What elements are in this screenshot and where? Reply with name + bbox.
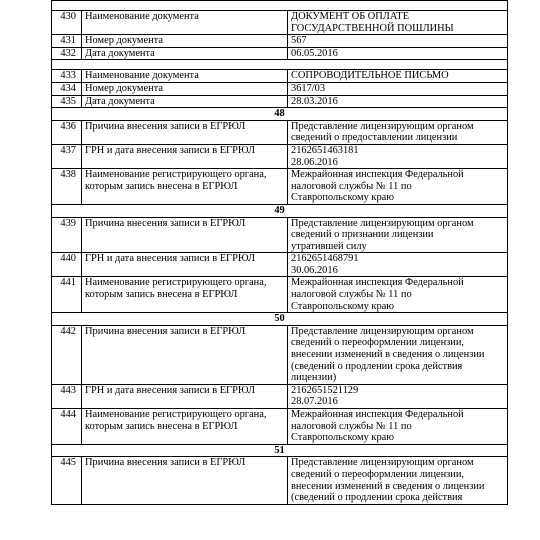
field-value-line: Представление лицензирующим органом: [291, 120, 474, 132]
field-value: [288, 384, 508, 408]
field-value: [288, 277, 508, 313]
field-value-line: Ставропольскому краю: [291, 432, 395, 444]
field-value: [288, 253, 508, 277]
field-value-line: Межрайонная инспекция Федеральной: [291, 409, 464, 420]
blank-cell: [52, 60, 508, 70]
field-value-line: лицензии): [291, 372, 337, 384]
field-value: [288, 120, 508, 144]
field-value-line: сведений о переоформлении лицензии,: [291, 468, 464, 480]
field-value: [288, 70, 508, 83]
row-number: 441: [52, 277, 82, 313]
field-value: [288, 47, 508, 60]
row-number: 439: [52, 217, 82, 253]
row-number: 431: [52, 35, 82, 48]
field-value-line: 2162651463181: [291, 144, 359, 156]
field-value-line: Межрайонная инспекция Федеральной: [291, 277, 464, 289]
table-row: [52, 82, 508, 95]
record-group-heading-row: [52, 204, 508, 217]
record-group-number: 51: [52, 444, 508, 457]
table-row: [52, 217, 508, 253]
field-value-line: 30.06.2016: [291, 264, 338, 276]
field-label: Номер документа: [82, 82, 288, 95]
field-value-line: сведений о предоставлении лицензии: [291, 132, 458, 144]
row-number: 433: [52, 70, 82, 83]
row-number: 445: [52, 457, 82, 504]
field-value: [288, 35, 508, 48]
field-value-line: Межрайонная инспекция Федеральной: [291, 169, 464, 181]
field-value: [288, 169, 508, 205]
blank-cell: [52, 1, 508, 11]
table-row: [52, 325, 508, 384]
field-label: ГРН и дата внесения записи в ЕГРЮЛ: [82, 253, 288, 277]
field-label: Наименование регистрирующего органа, которым запись внесена в ЕГРЮЛ: [82, 409, 288, 445]
table-row: [52, 47, 508, 60]
blank-separator-row: [52, 60, 508, 70]
row-number: 435: [52, 95, 82, 108]
row-number: 442: [52, 325, 82, 384]
field-value-line: 28.03.2016: [291, 95, 338, 107]
field-value-line: 06.05.2016: [291, 47, 338, 59]
row-number: 444: [52, 409, 82, 445]
field-label: Наименование документа: [82, 70, 288, 83]
table-row: [52, 120, 508, 144]
row-number: 432: [52, 47, 82, 60]
field-value-line: сведений о признании лицензии: [291, 229, 434, 241]
field-value-line: Ставропольскому краю: [291, 192, 395, 204]
field-label: Наименование регистрирующего органа, которым запись внесена в ЕГРЮЛ: [82, 277, 288, 313]
field-value-line: внесении изменений в сведения о лицензии: [291, 349, 485, 361]
field-value-line: Представление лицензирующим органом: [291, 457, 474, 469]
field-value-line: Представление лицензирующим органом: [291, 217, 474, 229]
field-value: [288, 144, 508, 168]
field-value-line: ГОСУДАРСТВЕННОЙ ПОШЛИНЫ: [291, 22, 454, 34]
table-row: [52, 70, 508, 83]
record-group-heading-row: [52, 108, 508, 121]
field-label: Наименование документа: [82, 11, 288, 35]
field-value: [288, 457, 508, 504]
field-value-line: внесении изменений в сведения о лицензии: [291, 480, 485, 492]
field-label: Наименование регистрирующего органа, которым запись внесена в ЕГРЮЛ: [82, 169, 288, 205]
field-label: Номер документа: [82, 35, 288, 48]
field-value: [288, 325, 508, 384]
row-number: 443: [52, 384, 82, 408]
field-label: Причина внесения записи в ЕГРЮЛ: [82, 457, 288, 504]
field-value-line: налоговой службы № 11 по: [291, 289, 412, 301]
field-value: [288, 82, 508, 95]
table-row: [52, 384, 508, 408]
table-row: [52, 95, 508, 108]
field-value-line: (сведений о продлении срока действия: [291, 360, 463, 372]
field-label: Дата документа: [82, 47, 288, 60]
field-value-line: 567: [291, 35, 307, 47]
field-label: Причина внесения записи в ЕГРЮЛ: [82, 217, 288, 253]
field-value-line: Представление лицензирующим органом: [291, 325, 474, 337]
egrul-records-table: [51, 0, 508, 505]
row-number: 430: [52, 11, 82, 35]
table-row: [52, 253, 508, 277]
field-value-line: 28.06.2016: [291, 156, 338, 168]
table-row: [52, 277, 508, 313]
field-value-line: налоговой службы № 11 по: [291, 420, 412, 432]
field-label: Дата документа: [82, 95, 288, 108]
record-group-heading-row: [52, 444, 508, 457]
row-number: 438: [52, 169, 82, 205]
table-row: [52, 11, 508, 35]
table-body: [52, 1, 508, 505]
record-group-number: 49: [52, 204, 508, 217]
blank-separator-row: [52, 1, 508, 11]
table-row: [52, 35, 508, 48]
field-value: [288, 217, 508, 253]
record-group-number: 48: [52, 108, 508, 121]
field-label: ГРН и дата внесения записи в ЕГРЮЛ: [82, 384, 288, 408]
field-value-line: 28.07.2016: [291, 396, 338, 408]
field-value-line: 3617/03: [291, 82, 326, 94]
field-value: [288, 409, 508, 445]
field-value-line: Ставропольскому краю: [291, 300, 395, 312]
table-row: [52, 169, 508, 205]
table-row: [52, 457, 508, 504]
field-value-line: утратившей силу: [291, 240, 367, 252]
field-value: [288, 95, 508, 108]
record-group-number: 50: [52, 313, 508, 326]
row-number: 436: [52, 120, 82, 144]
field-value-line: 2162651468791: [291, 253, 359, 265]
field-value-line: налоговой службы № 11 по: [291, 180, 412, 192]
field-label: Причина внесения записи в ЕГРЮЛ: [82, 120, 288, 144]
field-value: [288, 11, 508, 35]
field-value-line: 2162651521129: [291, 384, 359, 396]
field-label: Причина внесения записи в ЕГРЮЛ: [82, 325, 288, 384]
row-number: 437: [52, 144, 82, 168]
row-number: 440: [52, 253, 82, 277]
field-value-line: сведений о переоформлении лицензии,: [291, 337, 464, 349]
record-group-heading-row: [52, 313, 508, 326]
row-number: 434: [52, 82, 82, 95]
field-value-line: СОПРОВОДИТЕЛЬНОЕ ПИСЬМО: [291, 70, 449, 82]
field-value-line: ДОКУМЕНТ ОБ ОПЛАТЕ: [291, 11, 410, 22]
table-row: [52, 409, 508, 445]
field-value-line: (сведений о продлении срока действия: [291, 492, 463, 504]
field-label: ГРН и дата внесения записи в ЕГРЮЛ: [82, 144, 288, 168]
table-row: [52, 144, 508, 168]
